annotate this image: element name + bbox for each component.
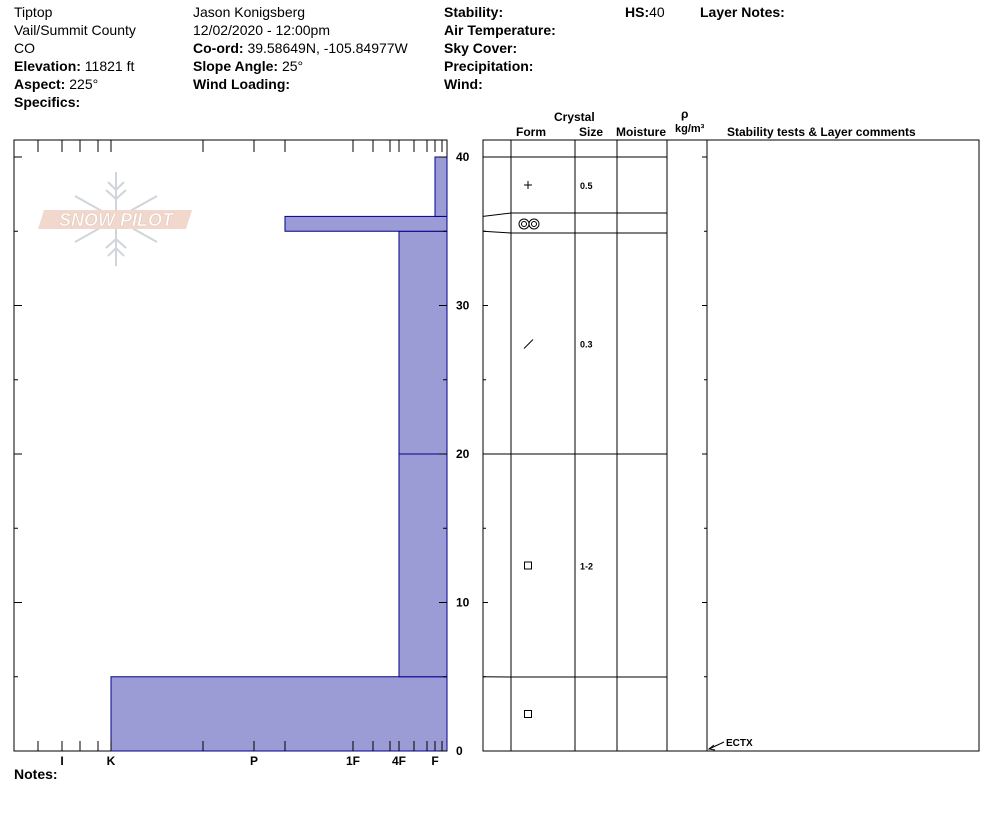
coord-value: 39.58649N, -105.84977W [247,40,408,56]
logo-text: SNOW PILOT [59,210,173,230]
location-range: Vail/Summit County [14,22,136,38]
form-symbol-plus [524,181,532,189]
rho-header: ρ [681,107,689,121]
observer-name: Jason Konigsberg [193,4,306,20]
form-symbol-square [525,562,532,569]
circle-icon [522,222,527,227]
notes-label: Notes: [14,766,58,782]
y-tick-label: 10 [456,595,470,610]
circle-icon [529,219,539,229]
coord-label: Co-ord: [193,40,244,56]
x-tick-label-p: P [249,754,259,768]
wind-label: Wind: [444,76,483,92]
aspect-value: 225° [69,76,99,92]
x-tick-label-i: I [60,754,64,768]
observation-datetime: 12/02/2020 - 12:00pm [193,22,330,38]
slope-label: Slope Angle: [193,58,279,74]
snowpilot-logo [38,172,192,266]
layer-bar-3 [285,216,447,231]
stability-test-label: ECTX [726,738,753,749]
size-header: Size [579,125,604,139]
specifics-label: Specifics: [14,94,81,110]
y-tick-label: 30 [456,298,470,313]
slope-value: 25° [281,58,304,74]
location-name: Tiptop [14,4,53,20]
y-tick-label: 20 [456,447,470,461]
crystal-size: 0.3 [580,339,593,350]
location-state: CO [14,40,35,56]
aspect-label: Aspect: [14,76,66,92]
test-pointer [709,742,724,749]
layer-table [483,140,979,751]
layer-bar-1 [399,454,447,677]
x-tick-label-f: F [431,754,439,768]
square-icon [525,711,532,718]
precipitation-label: Precipitation: [444,58,534,74]
form-header: Form [516,125,546,139]
crystal-size: 1-2 [580,561,594,572]
layer-bar-0 [111,677,447,751]
elevation-value: 11821 ft [84,58,135,74]
stability-label: Stability: [444,4,504,20]
layer-bar-2 [399,231,447,454]
form-symbol-double-circle [519,219,539,229]
table-frame [483,140,979,751]
crystal-header: Crystal [554,110,595,124]
hardness-axis [38,140,442,768]
stability-tests-header: Stability tests & Layer comments [727,125,916,139]
form-symbol-square [525,711,532,718]
layer-notes-label: Layer Notes: [700,4,785,20]
square-icon [525,562,532,569]
elevation-label: Elevation: [14,58,81,74]
form-symbol-slash [524,340,533,349]
circle-icon [519,219,529,229]
air-temp-label: Air Temperature: [444,22,556,38]
circle-icon [532,222,537,227]
x-tick-label-1f: 1F [345,754,361,768]
y-tick-label: 0 [456,744,463,758]
hardness-layers [111,157,447,751]
hs-value: 40 [649,4,665,20]
x-tick-label-k: K [106,754,116,768]
crystal-size: 0.5 [580,181,593,191]
x-tick-label-4f: 4F [391,754,407,768]
layer-bar-4 [435,157,447,216]
slash-icon [524,340,533,349]
density-unit-header: kg/m³ [675,123,705,135]
wind-loading-label: Wind Loading: [193,76,291,92]
moisture-header: Moisture [616,125,667,139]
layer-connector [483,231,511,233]
hs-label: HS: [625,4,650,20]
sky-cover-label: Sky Cover: [444,40,518,56]
y-tick-label: 40 [456,150,470,164]
layer-connector [483,213,511,216]
